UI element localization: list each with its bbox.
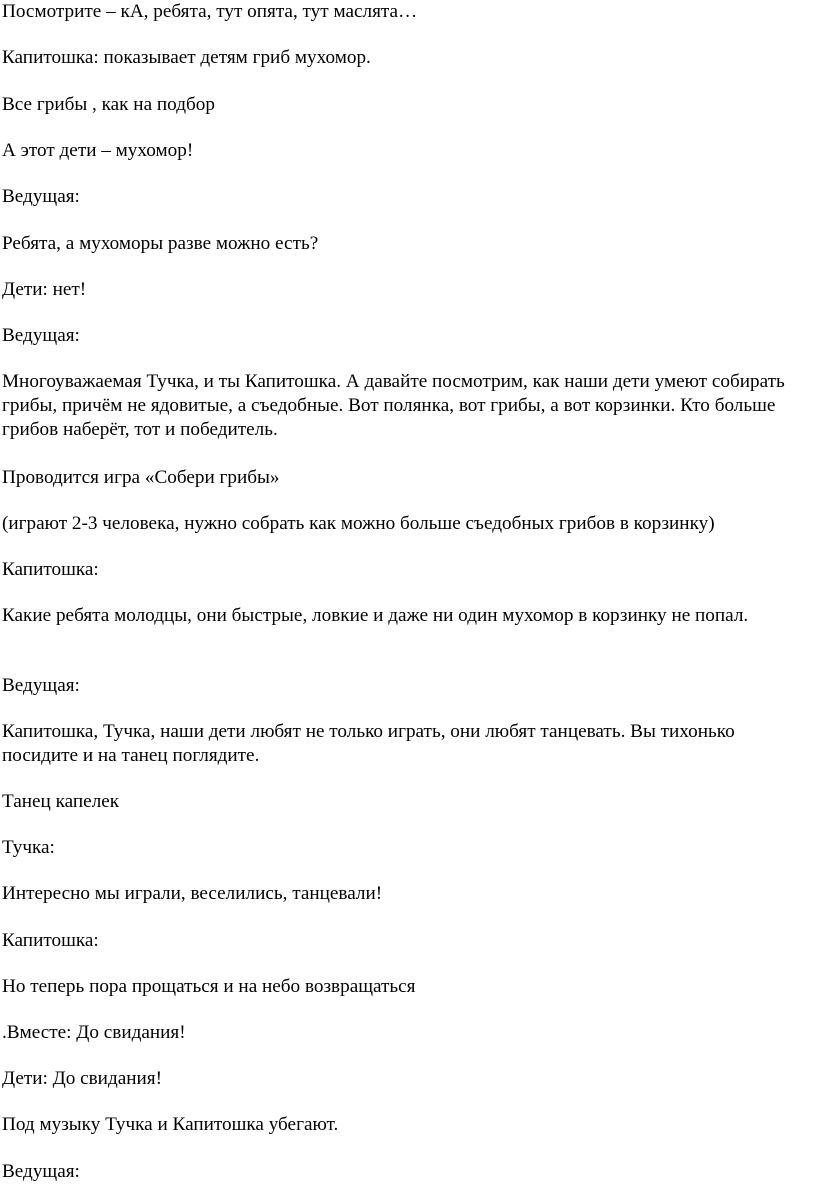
paragraph-21: .Вместе: До свидания! [2,1022,186,1043]
paragraph-22: Дети: До свидания! [2,1068,162,1089]
paragraph-17: Тучка: [2,837,55,858]
paragraph-20: Но теперь пора прощаться и на небо возвращаться [2,976,416,997]
paragraph-12: Капитошка: [2,559,99,580]
paragraph-19: Капитошка: [2,930,99,951]
paragraph-13: Какие ребята молодцы, они быстрые, ловкие и даже ни один мухомор в корзинку не попал. [2,605,749,626]
paragraph-23: Под музыку Тучка и Капитошка убегают. [2,1114,339,1135]
paragraph-4: А этот дети – мухомор! [2,140,194,161]
paragraph-10: Проводится игра «Собери грибы» [2,467,280,488]
paragraph-5: Ведущая: [2,186,80,207]
paragraph-3: Все грибы , как на подбор [2,94,215,115]
paragraph-18: Интересно мы играли, веселились, танцевали! [2,883,383,904]
paragraph-16: Танец капелек [2,791,120,812]
paragraph-2: Капитошка: показывает детям гриб мухомор. [2,47,371,68]
paragraph-6: Ребята, а мухоморы разве можно есть? [2,233,319,254]
paragraph-1: Посмотрите – кА, ребята, тут опята, тут маслята… [2,1,418,22]
paragraph-7: Дети: нет! [2,279,87,300]
paragraph-15: Капитошка, Тучка, наши дети любят не только играть, они любят танцевать. Вы тихонько посидите и на танец поглядите. [2,721,735,766]
paragraph-24: Ведущая: [2,1161,80,1182]
paragraph-11: (играют 2-3 человека, нужно собрать как можно больше съедобных грибов в корзинку) [2,513,715,534]
paragraph-9: Многоуважаемая Тучка, и ты Капитошка. А давайте посмотрим, как наши дети умеют собирать грибы, причём не ядовитые, а съедобные. Вот полянка, вот грибы, а вот корзинки. Кто больше грибов наберёт, тот и победитель. [2,371,785,440]
paragraph-14: Ведущая: [2,675,80,696]
paragraph-8: Ведущая: [2,325,80,346]
